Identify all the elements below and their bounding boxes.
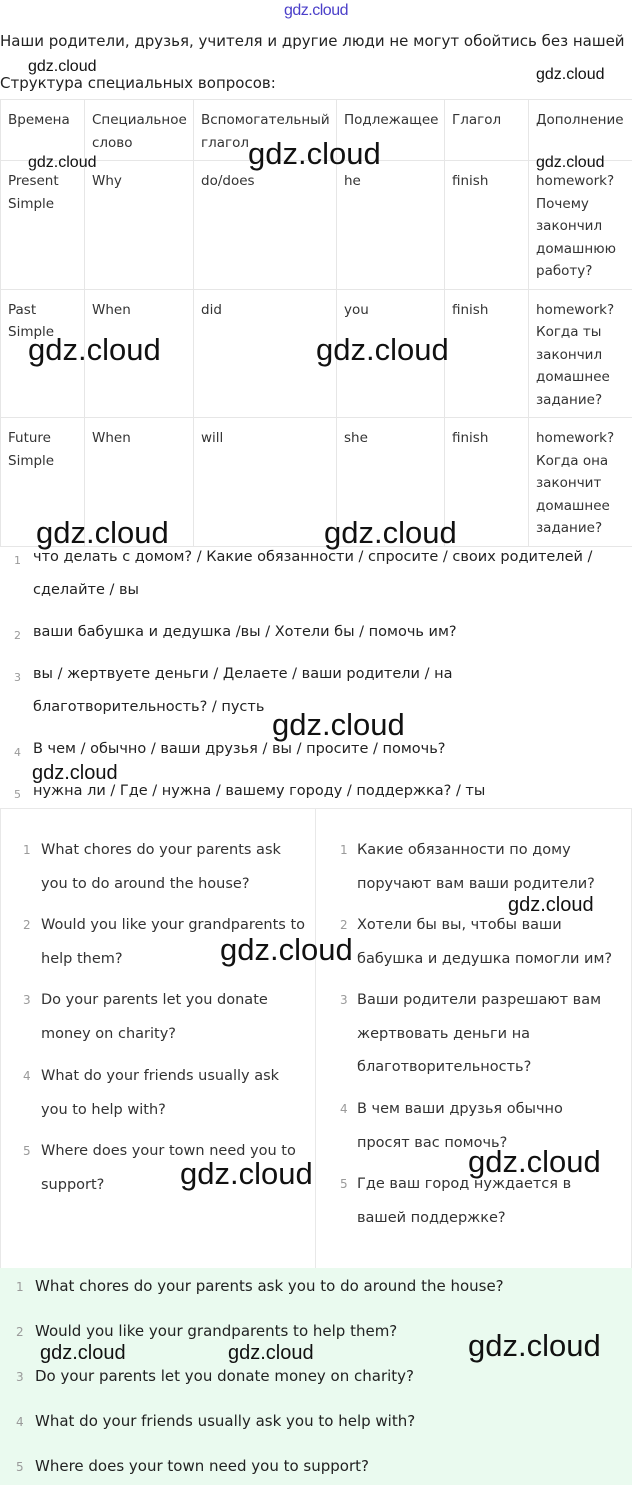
list-item-number: 3 xyxy=(340,993,348,1007)
table-cell: homework? Почему закончил домашнюю работу? xyxy=(529,161,632,290)
watermark: gdz.cloud xyxy=(536,66,605,83)
list-item-number: 4 xyxy=(23,1069,31,1083)
watermark: gdz.cloud xyxy=(180,1156,313,1191)
list-item: Какие обязанности по дому поручают вам ваши родители? xyxy=(357,842,595,892)
table-header-cell: Дополнение xyxy=(529,100,632,161)
list-item-number: 2 xyxy=(340,918,348,932)
list-item: Do your parents let you donate money on charity? xyxy=(41,992,268,1042)
list-item-number: 5 xyxy=(340,1177,348,1191)
list-item-number: 3 xyxy=(23,993,31,1007)
list-item: Where does your town need you to support? xyxy=(41,1143,296,1193)
list-item-number: 2 xyxy=(16,1325,24,1339)
table-cell: finish xyxy=(445,418,529,547)
watermark: gdz.cloud xyxy=(468,1328,601,1363)
table-cell: Why xyxy=(85,161,194,290)
watermark: gdz.cloud xyxy=(536,154,605,171)
table-header-cell: Подлежащее xyxy=(337,100,445,161)
list-item-number: 1 xyxy=(340,843,348,857)
list-item-number: 2 xyxy=(14,629,21,642)
list-item: Where does your town need you to support? xyxy=(35,1457,369,1475)
table-cell: Present Simple xyxy=(1,161,85,290)
list-item: вы / жертвуете деньги / Делаете / ваши родители / на xyxy=(33,666,453,682)
list-item: что делать с домом? / Какие обязанности / спросите / своих родителей / xyxy=(33,549,593,565)
list-item: Хотели бы вы, чтобы ваши бабушка и дедушка помогли им? xyxy=(357,917,613,967)
list-item: В чем ваши друзья обычно просят вас помочь? xyxy=(357,1101,563,1151)
list-item: нужна ли / Где / нужна / вашему городу / поддержка? / ты xyxy=(33,783,486,799)
list-item: What do your friends usually ask you to help with? xyxy=(35,1412,416,1430)
list-item-number: 1 xyxy=(23,843,31,857)
list-item: В чем / обычно / ваши друзья / вы / просите / помочь? xyxy=(33,741,446,757)
table-header-cell: Вспомогательный глагол xyxy=(194,100,337,161)
list-item-number: 2 xyxy=(23,918,31,932)
table-cell: you xyxy=(337,289,445,418)
list-item-number: 4 xyxy=(14,746,21,759)
list-item: Would you like your grandparents to help them? xyxy=(41,917,306,967)
table-header-cell: Времена xyxy=(1,100,85,161)
table-cell: When xyxy=(85,418,194,547)
table-cell: homework? Когда ты закончил домашнее задание? xyxy=(529,289,632,418)
table-cell: Future Simple xyxy=(1,418,85,547)
watermark: gdz.cloud xyxy=(28,154,97,171)
watermark: gdz.cloud xyxy=(28,332,161,367)
watermark: gdz.cloud xyxy=(40,1342,126,1364)
list-item-continuation: сделайте / вы xyxy=(33,582,139,598)
list-item-number: 4 xyxy=(16,1415,24,1429)
table-cell: do/does xyxy=(194,161,337,290)
answer-box xyxy=(0,1268,632,1485)
watermark: gdz.cloud xyxy=(220,932,353,967)
list-item-number: 3 xyxy=(16,1370,24,1384)
watermark: gdz.cloud xyxy=(248,136,381,171)
list-item-number: 1 xyxy=(14,554,21,567)
list-item: What do your friends usually ask you to help with? xyxy=(41,1068,280,1118)
watermark: gdz.cloud xyxy=(468,1144,601,1179)
watermark: gdz.cloud xyxy=(272,707,405,742)
watermark: gdz.cloud xyxy=(36,515,169,550)
list-item: Где ваш город нуждается в вашей поддержке? xyxy=(357,1176,572,1226)
table-cell: will xyxy=(194,418,337,547)
list-item-number: 5 xyxy=(14,788,21,801)
watermark: gdz.cloud xyxy=(324,515,457,550)
list-item-number: 4 xyxy=(340,1102,348,1116)
table-cell: homework? Когда она закончит домашнее задание? xyxy=(529,418,632,547)
list-item-number: 5 xyxy=(16,1460,24,1474)
list-item: Do your parents let you donate money on charity? xyxy=(35,1367,415,1385)
table-cell: finish xyxy=(445,289,529,418)
table-header-cell: Глагол xyxy=(445,100,529,161)
watermark: gdz.cloud xyxy=(28,58,97,75)
site-logo[interactable]: gdz.cloud xyxy=(284,2,348,19)
table-cell: she xyxy=(337,418,445,547)
list-item: What chores do your parents ask you to do around the house? xyxy=(41,842,281,892)
watermark: gdz.cloud xyxy=(228,1342,314,1364)
structure-title: Структура специальных вопросов: xyxy=(0,74,276,92)
table-cell: When xyxy=(85,289,194,418)
column-divider xyxy=(315,809,316,1269)
list-item: ваши бабушка и дедушка /вы / Хотели бы / помочь им? xyxy=(33,624,457,640)
table-row xyxy=(1,161,632,290)
watermark: gdz.cloud xyxy=(508,894,594,916)
list-item: Ваши родители разрешают вам жертвовать деньги на благотворительность? xyxy=(357,992,602,1075)
table-cell: he xyxy=(337,161,445,290)
table-header-cell: Специальное слово xyxy=(85,100,194,161)
intro-text: Наши родители, друзья, учителя и другие люди не могут обойтись без нашей xyxy=(0,32,625,50)
table-cell: finish xyxy=(445,161,529,290)
list-item: Would you like your grandparents to help them? xyxy=(35,1322,398,1340)
list-item-number: 1 xyxy=(16,1280,24,1294)
list-item-continuation: благотворительность? / пусть xyxy=(33,699,265,715)
list-item: What chores do your parents ask you to do around the house? xyxy=(35,1277,504,1295)
list-item-number: 5 xyxy=(23,1144,31,1158)
watermark: gdz.cloud xyxy=(32,762,118,784)
watermark: gdz.cloud xyxy=(316,332,449,367)
list-item-number: 3 xyxy=(14,671,21,684)
table-cell: did xyxy=(194,289,337,418)
table-cell: Past Simple xyxy=(1,289,85,418)
